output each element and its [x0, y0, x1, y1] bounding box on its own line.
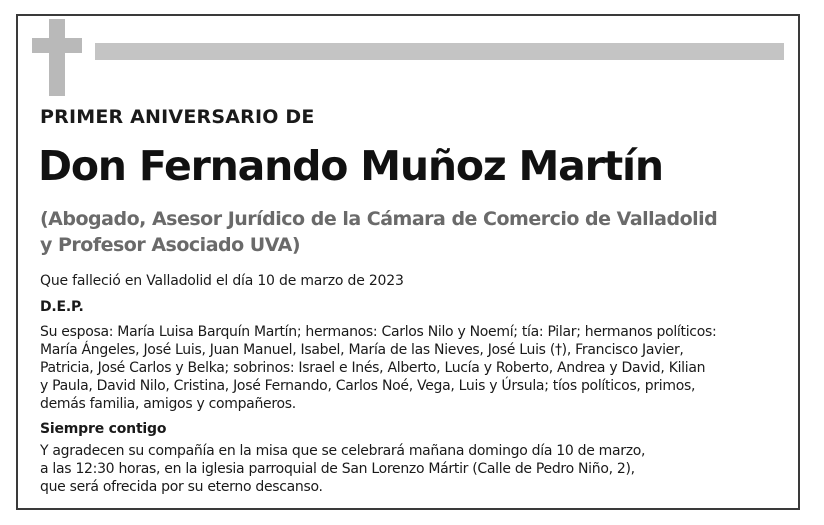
cross-icon-arm: [32, 38, 82, 53]
closing-line: que será ofrecida por su eterno descanso.: [40, 479, 323, 495]
cross-icon: [49, 19, 65, 96]
family-line: María Ángeles, José Luis, Juan Manuel, Isabel, María de las Nieves, José Luis (†), Francisco Javier,: [40, 342, 684, 358]
family-list: [40, 323, 792, 413]
death-info: Que falleció en Valladolid el día 10 de marzo de 2023: [40, 273, 404, 289]
deceased-name: Don Fernando Muñoz Martín: [38, 142, 663, 190]
decorative-bar: [95, 43, 784, 60]
subtitle-line: y Profesor Asociado UVA): [40, 234, 301, 256]
family-line: demás familia, amigos y compañeros.: [40, 396, 296, 412]
anniversary-header: PRIMER ANIVERSARIO DE: [40, 106, 315, 128]
family-line: y Paula, David Nilo, Cristina, José Fernando, Carlos Noé, Vega, Luis y Úrsula; tíos políticos, primos,: [40, 378, 696, 394]
mass-announcement: [40, 442, 645, 496]
family-line: Su esposa: María Luisa Barquín Martín; hermanos: Carlos Nilo y Noemí; tía: Pilar; hermanos políticos:: [40, 324, 717, 340]
subtitle-line: (Abogado, Asesor Jurídico de la Cámara de Comercio de Valladolid: [40, 208, 718, 230]
profession-subtitle: [40, 206, 717, 258]
motto: Siempre contigo: [40, 421, 167, 437]
family-line: Patricia, José Carlos y Belka; sobrinos: Israel e Inés, Alberto, Lucía y Roberto, Andrea y David, Kilian: [40, 360, 706, 376]
closing-line: Y agradecen su compañía en la misa que se celebrará mañana domingo día 10 de marzo,: [40, 443, 646, 459]
closing-line: a las 12:30 horas, en la iglesia parroquial de San Lorenzo Mártir (Calle de Pedro Niño, 2),: [40, 461, 635, 477]
dep-label: D.E.P.: [40, 299, 84, 315]
